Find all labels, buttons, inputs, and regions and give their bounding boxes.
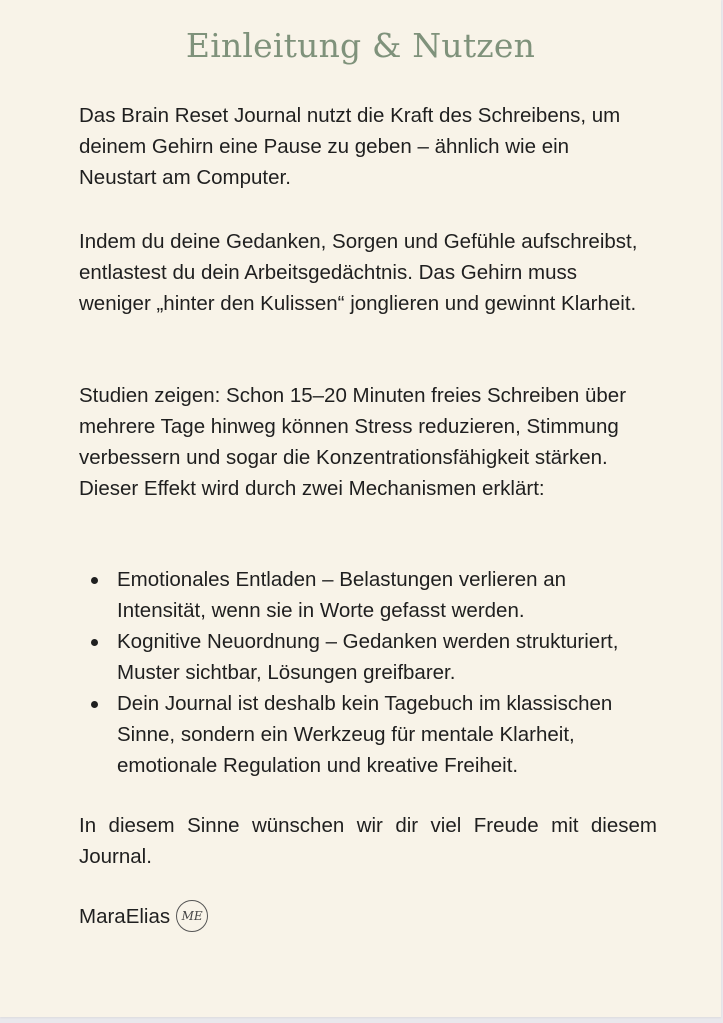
closing-paragraph: In diesem Sinne wünschen wir dir viel Freude mit diesem Journal. xyxy=(79,814,657,868)
studies-paragraph: Studien zeigen: Schon 15–20 Minuten freies Schreiben über mehrere Tage hinweg können Stress reduzieren, Stimmung verbessern und sogar die Konzentrationsfähigkeit stärken. Dieser Effekt wird durch zwei Mechanismen erklärt: xyxy=(79,384,627,500)
monogram-logo-icon: ME xyxy=(176,900,208,932)
signature-name: MaraElias xyxy=(79,904,171,928)
list-item-text: Kognitive Neuordnung – Gedanken werden strukturiert, Muster sichtbar, Lösungen greifbarer. xyxy=(117,630,619,684)
list-item xyxy=(79,626,659,688)
list-item-text: Emotionales Entladen – Belastungen verlieren an Intensität, wenn sie in Worte gefasst werden. xyxy=(117,568,567,622)
bullet-icon xyxy=(91,577,98,584)
signature xyxy=(79,900,208,932)
list-item-text: Dein Journal ist deshalb kein Tagebuch im klassischen Sinne, sondern ein Werkzeug für mentale Klarheit, emotionale Regulation und kreative Freiheit. xyxy=(117,692,613,777)
list-item xyxy=(79,688,659,781)
working-memory-paragraph: Indem du deine Gedanken, Sorgen und Gefühle aufschreibst, entlastest du dein Arbeitsgedächtnis. Das Gehirn muss weniger „hinter den Kulissen“ jonglieren und gewinnt Klarheit. xyxy=(79,230,638,315)
bullet-icon xyxy=(91,701,98,708)
list-item xyxy=(79,564,659,626)
bullet-icon xyxy=(91,639,98,646)
page-title: Einleitung & Nutzen xyxy=(185,26,536,65)
intro-paragraph: Das Brain Reset Journal nutzt die Kraft des Schreibens, um deinem Gehirn eine Pause zu geben – ähnlich wie ein Neustart am Computer. xyxy=(79,104,621,189)
mechanisms-list xyxy=(79,564,659,781)
